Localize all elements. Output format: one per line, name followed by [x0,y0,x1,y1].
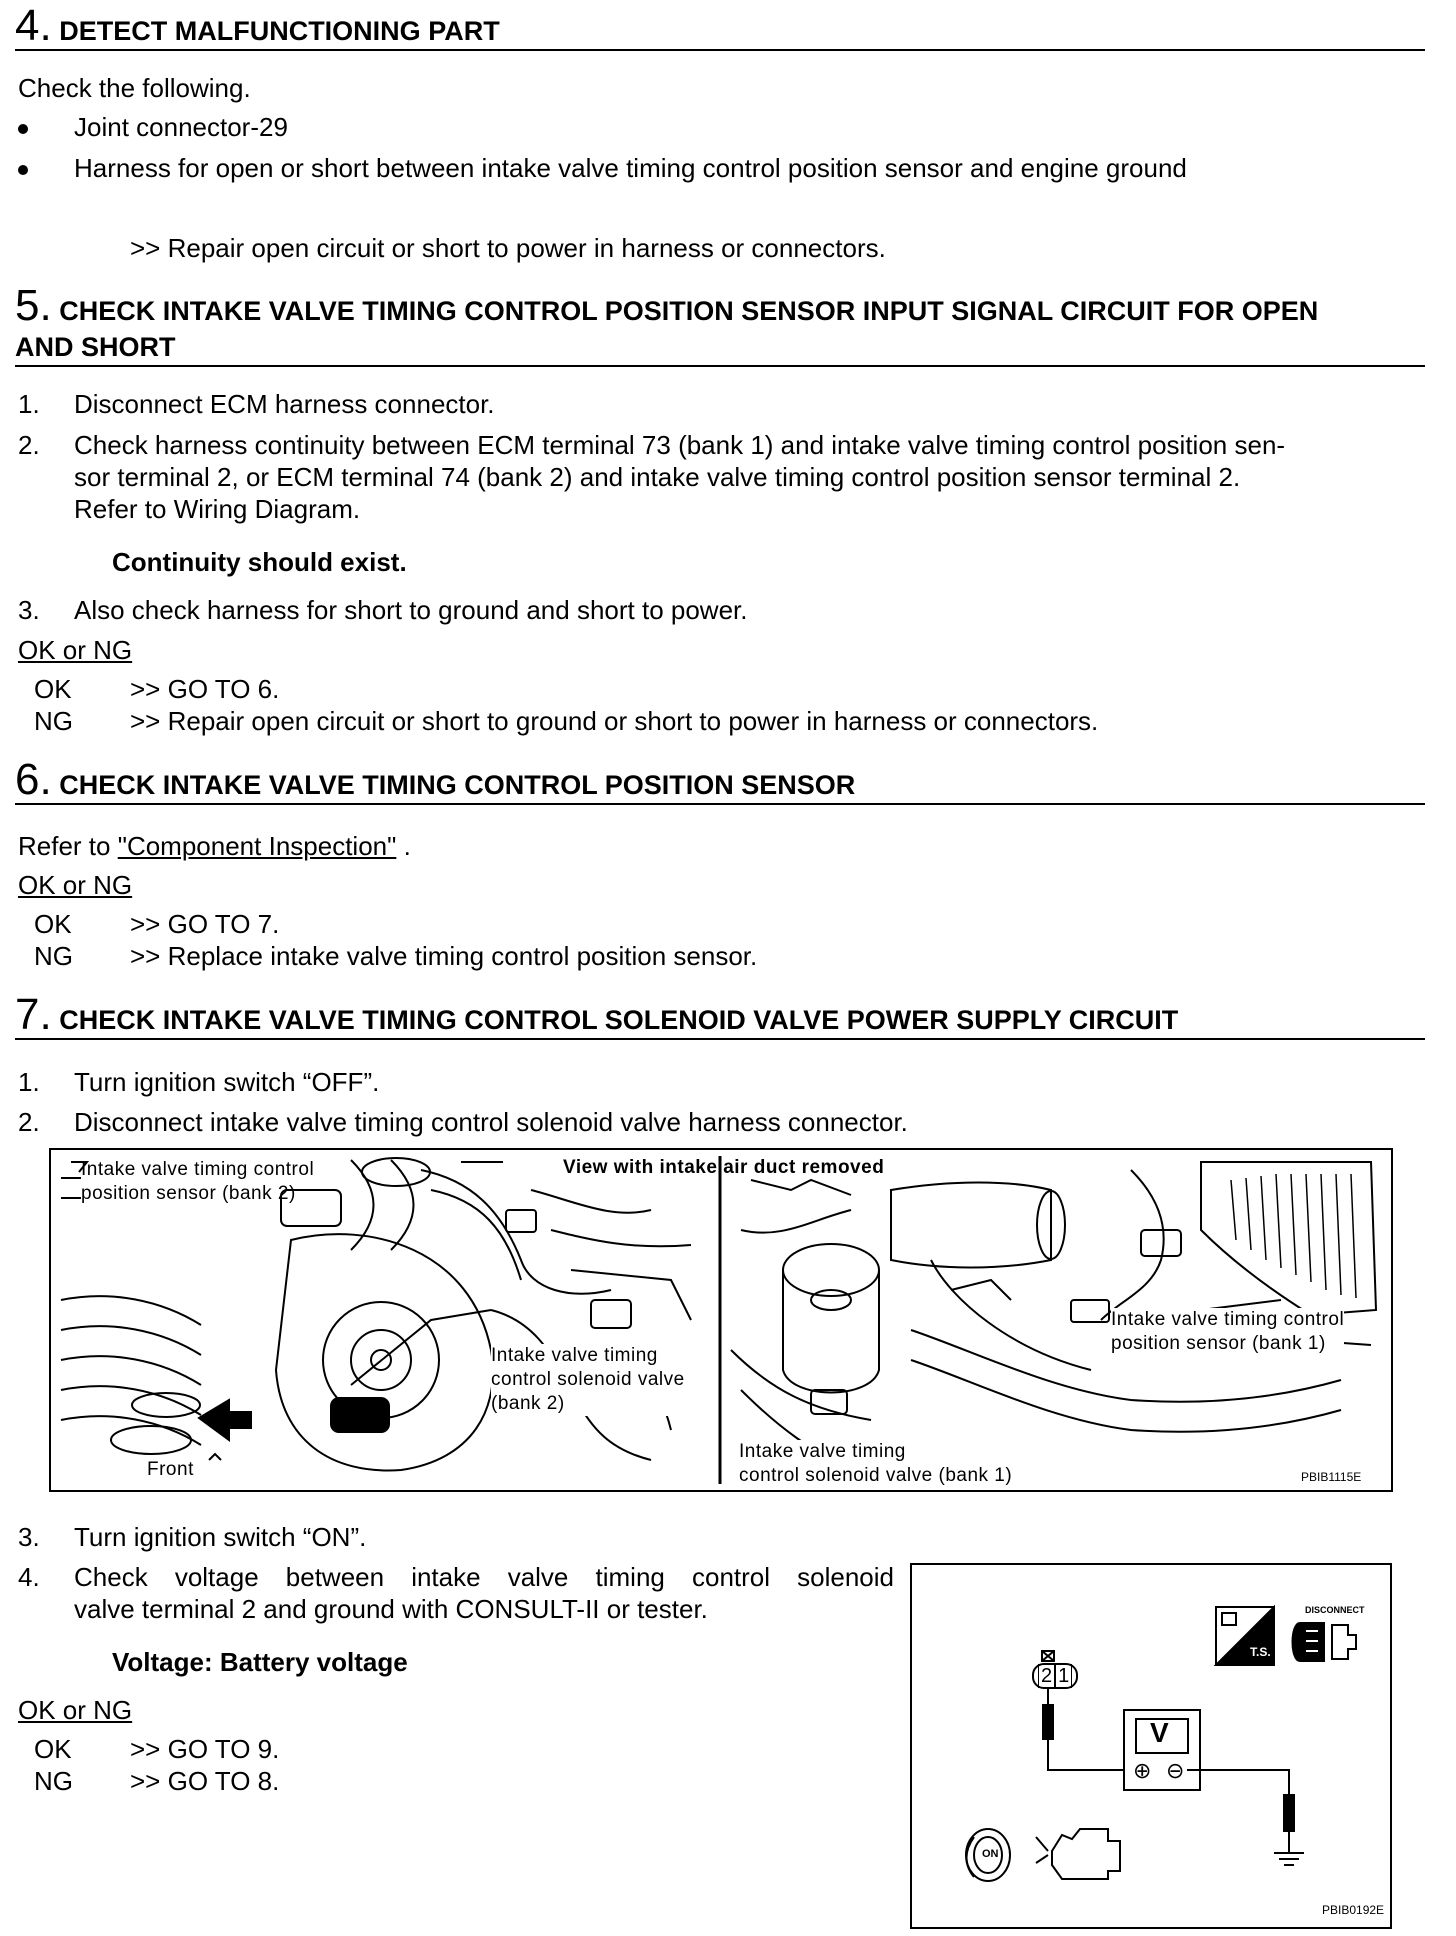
label-solenoid-bank1: Intake valve timing control solenoid valve (bank 1) [739,1441,1013,1486]
section-title: CHECK INTAKE VALVE TIMING CONTROL POSITION SENSOR INPUT SIGNAL CIRCUIT FOR OPEN [59,296,1319,326]
section-6-heading [15,755,1425,805]
step-text: Also check harness for short to ground and short to power. [74,595,748,625]
section-7-heading [15,990,1425,1040]
result-value: >> GO TO 7. [130,909,280,939]
result-key: OK [34,1734,72,1764]
ok-or-ng-label: OK or NG [18,1695,133,1725]
terminal-2: 2 [1038,1664,1055,1688]
voltmeter-label: V [1150,1717,1169,1748]
component-inspection-link[interactable]: "Component Inspection" [117,831,397,861]
spec-text: Continuity should exist. [112,547,407,577]
step-text: Disconnect ECM harness connector. [74,389,495,419]
figure-code: PBIB1115E [1301,1470,1362,1484]
section-number: 7. [15,990,52,1039]
ok-or-ng-label: OK or NG [18,870,133,900]
disconnect-label: DISCONNECT [1305,1605,1365,1615]
bullet-icon [18,165,28,175]
result-key: OK [34,909,72,939]
step-number: 4. [18,1562,40,1592]
step-number: 3. [18,595,40,625]
ok-or-ng-label: OK or NG [18,635,133,665]
label-solenoid-bank2: Intake valve timing control solenoid valve (bank 2) [491,1345,685,1414]
result-value: >> GO TO 9. [130,1734,280,1764]
step-number: 1. [18,389,40,419]
terminal-1: 1 [1055,1664,1072,1688]
result-value: >> GO TO 8. [130,1766,280,1796]
action-text: >> Repair open circuit or short to power in harness or connectors. [130,233,886,263]
result-key: NG [34,941,73,971]
result-value: >> GO TO 6. [130,674,280,704]
intro-text: Check the following. [18,73,251,103]
result-value: >> Replace intake valve timing control position sensor. [130,941,758,971]
disconnect-icon [1293,1623,1357,1661]
engine-icon [1036,1829,1120,1879]
refer-suffix: . [396,831,411,861]
spec-text: Voltage: Battery voltage [112,1647,408,1677]
section-number: 6. [15,755,52,804]
label-front: Front [147,1459,194,1480]
section-title: CHECK INTAKE VALVE TIMING CONTROL POSITION SENSOR [59,770,856,800]
step-text: Refer to Wiring Diagram. [74,494,361,524]
bullet-icon [18,124,28,134]
plus-terminal-icon: ⊕ [1133,1758,1152,1783]
step-number: 3. [18,1522,40,1552]
engine-bay-figure [49,1148,1393,1492]
minus-terminal-icon: ⊖ [1166,1758,1185,1783]
step-text: Turn ignition switch “ON”. [74,1522,367,1552]
label-sensor-bank2: Intake valve timing control position sensor (bank 2) [81,1159,315,1204]
step-text: Check harness continuity between ECM terminal 73 (bank 1) and intake valve timing control position sen- [74,430,1286,460]
section-title: DETECT MALFUNCTIONING PART [59,16,500,46]
result-value: >> Repair open circuit or short to ground or short to power in harness or connectors. [130,706,1099,736]
label-view: View with intake air duct removed [563,1157,885,1178]
step-number: 2. [18,430,40,460]
result-key: NG [34,1766,73,1796]
section-number: 4. [15,1,52,50]
step-text: Disconnect intake valve timing control solenoid valve harness connector. [74,1107,908,1137]
ts-label: T.S. [1250,1645,1271,1659]
section-number: 5. [15,281,52,330]
on-label: ON [982,1848,999,1860]
label-sensor-bank1: Intake valve timing control position sensor (bank 1) [1111,1309,1345,1354]
result-key: OK [34,674,72,704]
bullet-item: Harness for open or short between intake valve timing control position sensor and engine ground [74,153,1187,183]
result-key: NG [34,706,73,736]
step-text: Check voltage between intake valve timing control solenoid valve terminal 2 and ground with CONSULT-II or tester. [74,1562,894,1624]
step-text: sor terminal 2, or ECM terminal 74 (bank 2) and intake valve timing control position sensor terminal 2. [74,462,1241,492]
section-title: CHECK INTAKE VALVE TIMING CONTROL SOLENOID VALVE POWER SUPPLY CIRCUIT [59,1005,1179,1035]
section-title-cont: AND SHORT [15,332,176,362]
voltage-check-figure [910,1563,1392,1929]
step-text: Turn ignition switch “OFF”. [74,1067,380,1097]
section-5-heading [15,281,1425,367]
step-number: 1. [18,1067,40,1097]
step-number: 2. [18,1107,40,1137]
refer-prefix: Refer to [18,831,118,861]
section-4-heading [15,1,1425,51]
bullet-item: Joint connector-29 [74,112,288,142]
refer-line [18,830,411,862]
figure-code: PBIB0192E [1322,1903,1385,1917]
connector-terminals [1032,1663,1078,1689]
